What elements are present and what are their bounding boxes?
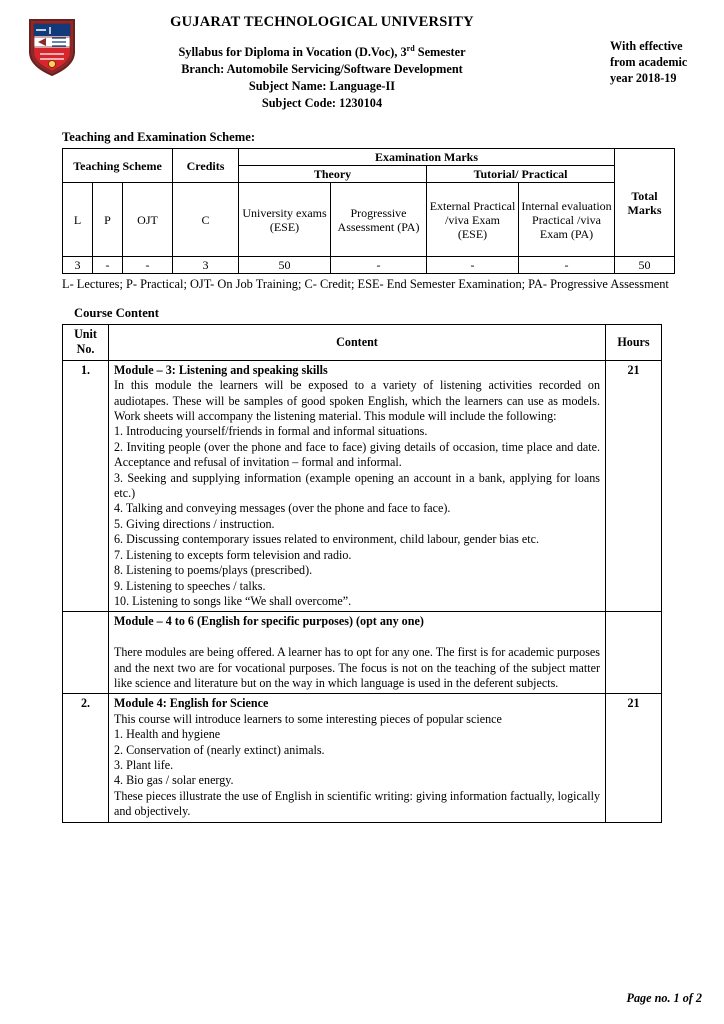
table-row — [63, 612, 662, 694]
module-title: Module – 4 to 6 (English for specific purposes) (opt any one) — [114, 614, 424, 629]
head-examination-marks: Examination Marks — [239, 149, 615, 166]
subject-code-line: Subject Code: 1230104 — [261, 96, 383, 111]
list-item: 1. Introducing yourself/friends in formal and informal situations. — [114, 424, 428, 439]
col-header-hours: Hours — [606, 325, 662, 361]
scheme-abbreviation-note: L- Lectures; P- Practical; OJT- On Job Training; C- Credit; ESE- End Semester Examination; PA- Progressive Assessment — [62, 277, 669, 291]
value-progressive-assessment: - — [331, 257, 427, 274]
page-number-label: Page no. 1 — [626, 991, 683, 1005]
page-footer — [627, 991, 703, 1006]
table-row — [63, 149, 675, 166]
row-content — [109, 612, 606, 694]
list-item: 2. Inviting people (over the phone and face to face) giving details of occasion, time place and date. Acceptance and refusal of invitation – formal and informal. — [114, 439, 600, 470]
document-header — [0, 0, 724, 124]
list-item: 7. Listening to excepts form television and radio. — [114, 547, 352, 562]
syllabus-line — [30, 40, 614, 61]
module-title: Module 4: English for Science — [114, 696, 269, 711]
subject-name-line: Subject Name: Language-II — [248, 79, 396, 94]
value-c: 3 — [173, 257, 239, 274]
list-item: 10. Listening to songs like “We shall overcome”. — [114, 593, 352, 608]
col-header-l: L — [63, 183, 93, 257]
table-row — [63, 694, 662, 822]
row-hours — [606, 612, 662, 694]
list-item: 4. Talking and conveying messages (over the phone and face to face). — [114, 501, 451, 516]
col-header-unit-no: Unit No. — [63, 325, 109, 361]
list-item: 8. Listening to poems/plays (prescribed). — [114, 563, 313, 578]
list-item: 2. Conservation of (nearly extinct) animals. — [114, 742, 325, 757]
syllabus-ordinal: rd — [406, 44, 415, 53]
row-content — [109, 360, 606, 612]
row-content — [109, 694, 606, 822]
value-internal-evaluation: - — [519, 257, 615, 274]
module-title: Module – 3: Listening and speaking skills — [114, 362, 328, 377]
table-header-row — [63, 325, 662, 361]
list-item: 9. Listening to speeches / talks. — [114, 578, 266, 593]
value-external-practical: - — [427, 257, 519, 274]
col-header-p: P — [93, 183, 123, 257]
col-header-ojt: OJT — [123, 183, 173, 257]
table-row — [63, 257, 675, 274]
module-description-2: These pieces illustrate the use of English in scientific writing: giving information factually, logically and objectively. — [114, 788, 600, 819]
head-total-marks: Total Marks — [615, 149, 675, 257]
list-item: 5. Giving directions / instruction. — [114, 516, 275, 531]
col-header-external-practical: External Practical /viva Exam (ESE) — [427, 183, 519, 257]
value-university-exams: 50 — [239, 257, 331, 274]
list-item: 6. Discussing contemporary issues related to environment, child labour, gender bias etc. — [114, 532, 540, 547]
list-item: 3. Plant life. — [114, 757, 174, 772]
course-content-title: Course Content — [74, 306, 160, 320]
row-unit-no — [63, 612, 109, 694]
table-row — [63, 360, 662, 612]
row-unit-no: 1. — [63, 360, 109, 612]
branch-line: Branch: Automobile Servicing/Software Development — [181, 62, 463, 77]
list-item: 4. Bio gas / solar energy. — [114, 773, 234, 788]
col-header-c: C — [173, 183, 239, 257]
teaching-scheme-title: Teaching and Examination Scheme: — [62, 130, 256, 144]
head-credits: Credits — [173, 149, 239, 183]
page-total-label: of 2 — [682, 991, 702, 1005]
table-row — [63, 183, 675, 257]
effective-year-note: With effective from academic year 2018-19 — [610, 39, 688, 85]
module-description: This course will introduce learners to some interesting pieces of popular science — [114, 711, 502, 726]
module-description: In this module the learners will be exposed to a variety of listening activities recorded on audiotapes. These will be samples of good spoken English, which the learners can use as models. Work sheets will accompany the listening material. This module will include the following: — [114, 378, 600, 424]
head-theory: Theory — [239, 166, 427, 183]
head-tutorial-practical: Tutorial/ Practical — [427, 166, 615, 183]
list-item: 1. Health and hygiene — [114, 727, 221, 742]
row-hours: 21 — [606, 694, 662, 822]
col-header-internal-evaluation: Internal evaluation Practical /viva Exam (PA) — [519, 183, 615, 257]
module-description: There modules are being offered. A learner has to opt for any one. The first is for academic purposes and the next two are for vocational purposes. The focus is not on the teaching of the subject matter like science and literature but on the way in which language is used in the deferent subjects. — [114, 645, 600, 690]
col-header-progressive-assessment: Progressive Assessment (PA) — [331, 183, 427, 257]
value-l: 3 — [63, 257, 93, 274]
col-header-university-exams: University exams (ESE) — [239, 183, 331, 257]
syllabus-line-a: Syllabus for Diploma in Vocation (D.Voc), 3 — [178, 45, 407, 60]
list-item: 3. Seeking and supplying information (example opening an account in a bank, applying for loans etc.) — [114, 470, 600, 501]
value-p: - — [93, 257, 123, 274]
row-unit-no: 2. — [63, 694, 109, 822]
spacer-line — [114, 630, 600, 645]
col-header-content: Content — [109, 325, 606, 361]
value-ojt: - — [123, 257, 173, 274]
university-title: GUJARAT TECHNOLOGICAL UNIVERSITY — [170, 14, 474, 30]
syllabus-line-b: Semester — [414, 45, 466, 60]
value-total-marks: 50 — [615, 257, 675, 274]
gtu-logo-icon — [26, 16, 78, 78]
row-hours: 21 — [606, 360, 662, 612]
course-content-table — [62, 324, 662, 823]
teaching-examination-scheme-table — [62, 148, 675, 274]
head-teaching-scheme: Teaching Scheme — [63, 149, 173, 183]
